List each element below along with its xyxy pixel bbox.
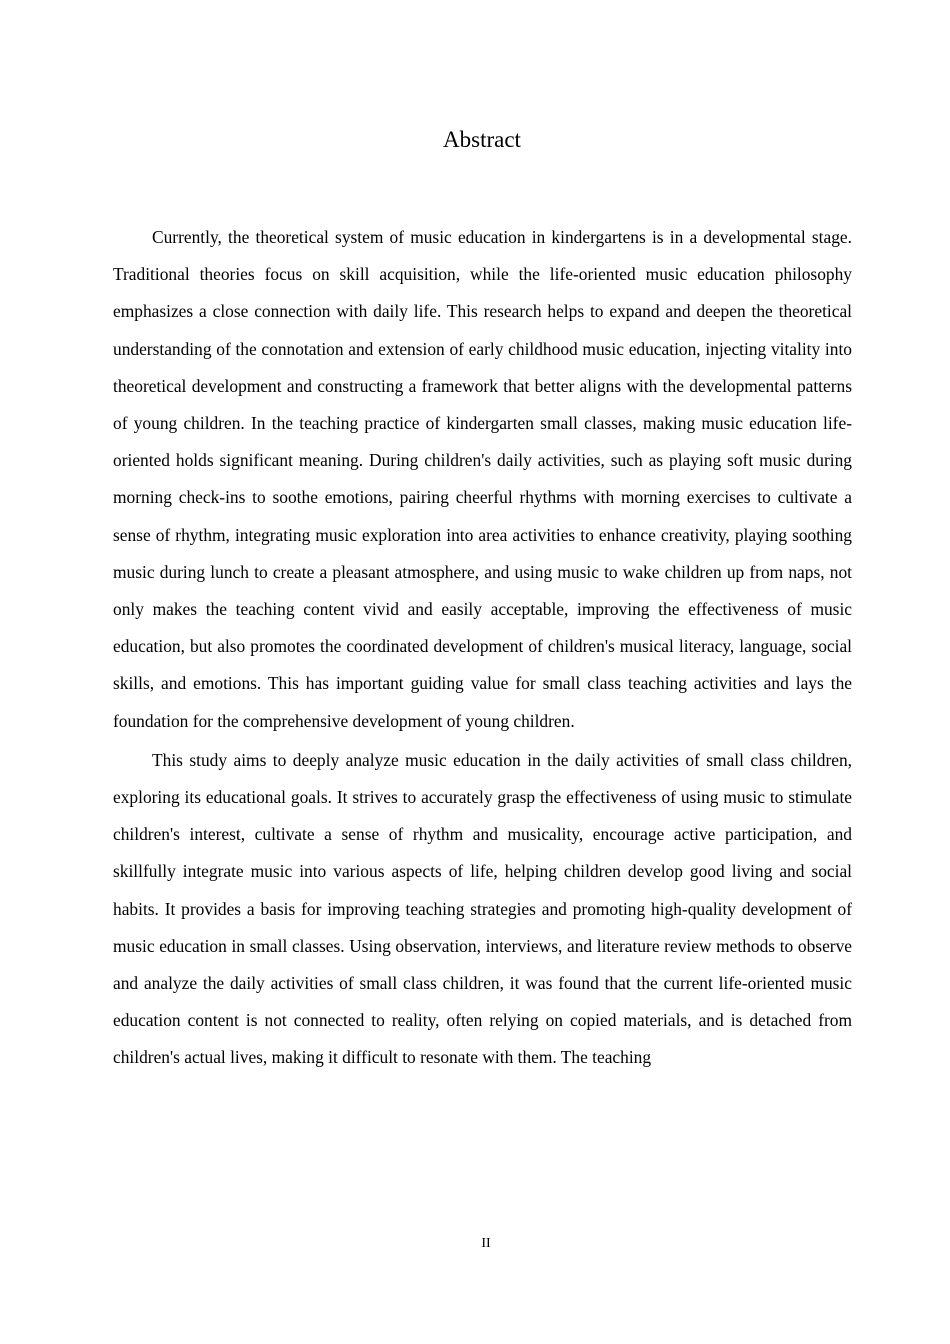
- paragraph-2: This study aims to deeply analyze music education in the daily activities of small class children, exploring its educational goals. It strives to accurately grasp the effectiveness of using music to stimulate children's interest, cultivate a sense of rhythm and musicality, encourage active participation, and skillfully integrate music into various aspects of life, helping children develop good living and social habits. It provides a basis for improving teaching strategies and promoting high-quality development of music education in small classes. Using observation, interviews, and literature review methods to observe and analyze the daily activities of small class children, it was found that the current life-oriented music education content is not connected to reality, often relying on copied materials, and is detached from children's actual lives, making it difficult to resonate with them. The teaching: [113, 749, 852, 1068]
- abstract-body: [113, 219, 852, 1077]
- paragraph-1: Currently, the theoretical system of music education in kindergartens is in a developmental stage. Traditional theories focus on skill acquisition, while the life-oriented music education philosophy emphasizes a close connection with daily life. This research helps to expand and deepen the theoretical understanding of the connotation and extension of early childhood music education, injecting vitality into theoretical development and constructing a framework that better aligns with the developmental patterns of young children. In the teaching practice of kindergarten small classes, making music education life-oriented holds significant meaning. During children's daily activities, such as playing soft music during morning check-ins to soothe emotions, pairing cheerful rhythms with morning exercises to cultivate a sense of rhythm, integrating music exploration into area activities to enhance creativity, playing soothing music during lunch to create a pleasant atmosphere, and using music to wake children up from naps, not only makes the teaching content vivid and easily acceptable, improving the effectiveness of music education, but also promotes the coordinated development of children's musical literacy, language, social skills, and emotions. This has important guiding value for small class teaching activities and lays the foundation for the comprehensive development of young children.: [113, 227, 852, 731]
- page-title: Abstract: [443, 127, 521, 152]
- page-number: II: [481, 1236, 491, 1251]
